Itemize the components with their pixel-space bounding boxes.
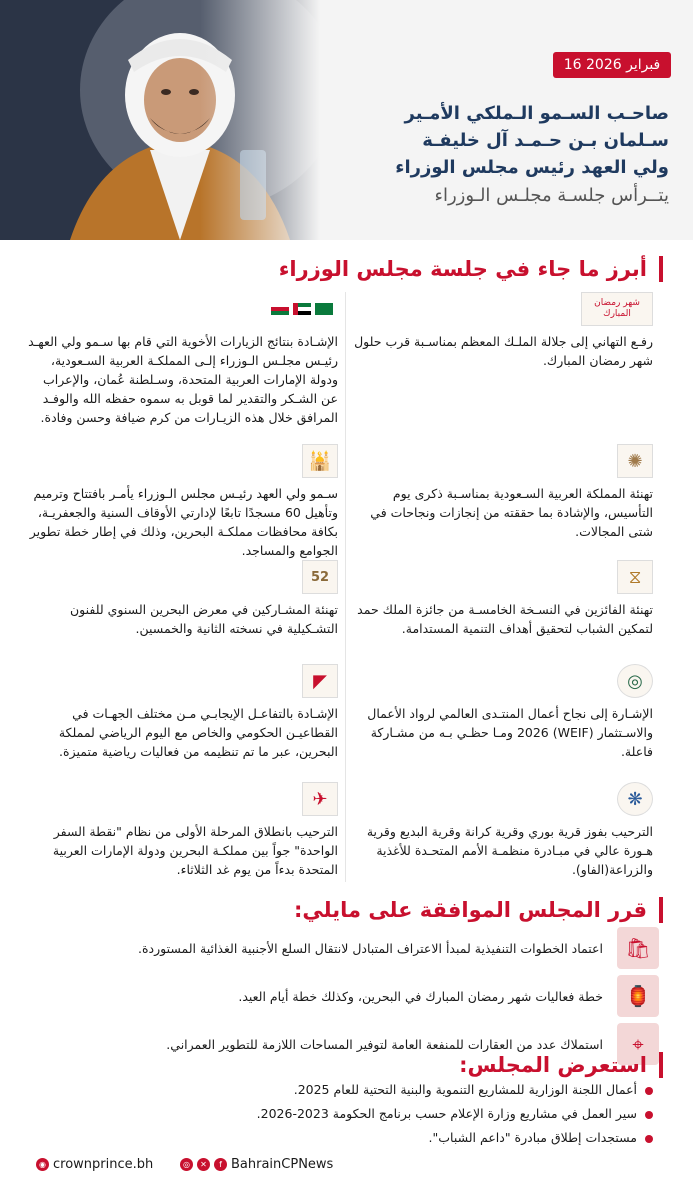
approvals-title: قرر المجلس الموافقة على مايلي:: [294, 897, 663, 923]
bullet-dot: [645, 1135, 653, 1143]
approval-item: [39, 926, 659, 970]
approval-text: اعتماد الخطوات التنفيذية لمبدأ الاعتراف المتبادل لانتقال السلع الأجنبية الغذائية المستوردة.: [138, 940, 603, 956]
highlight-item: [28, 444, 338, 560]
review-item: [53, 1080, 653, 1100]
facebook-icon: f: [214, 1158, 227, 1171]
highlight-text: الإشـادة بنتائج الزيارات الأخوية التي قام بها سـمو ولي العهـد رئيـس مجلـس الـوزراء إلـى المملكـة العربية السـعودية، ودولة الإمارات العربية المتحدة، وسـلطنة عُمان، والإعراب عن الشـكر والتقدير لما قوبل به سموه حفظه الله والوفـد المرافق خلال هذه الزيـارات من كرم ضيافة وحسن وفادة.: [28, 334, 338, 425]
footer: [0, 1152, 693, 1200]
headline: [289, 100, 669, 211]
website-link[interactable]: [36, 1157, 153, 1172]
highlight-item: [28, 560, 338, 638]
oman-flag-icon: [271, 303, 289, 315]
mosque-icon: 🕌: [302, 444, 338, 478]
review-item: [53, 1128, 653, 1148]
founding-day-logo: ✺: [617, 444, 653, 478]
headline-line-2: سـلمان بـن حـمـد آل خليفـة: [422, 130, 669, 151]
highlight-item: [28, 664, 338, 761]
social-handle-link[interactable]: [180, 1157, 333, 1172]
sports-day-logo: ◤: [302, 664, 338, 698]
highlight-text: سـمو ولي العهد رئيـس مجلس الـوزراء يأمـر بافتتاح وترميم وتأهيل 60 مسجدًا تابعًا لإدارتي الأوقاف السنية والجعفريـة، بكافة محافظات مملكـة البحرين، وذلك في إطار خطة تطوير الجوامع والمساجد.: [29, 486, 338, 558]
highlight-text: تهنئة المملكة العربية السـعودية بمناسـبة ذكرى يوم التأسيس، والإشادة بما حققته من إنجازات ونجاحات في شتى المجالات.: [370, 486, 653, 539]
uae-flag-icon: [293, 303, 311, 315]
highlight-item: [353, 292, 653, 370]
headline-subtitle: يتــرأس جلسـة مجلـس الـوزراء: [434, 185, 669, 206]
review-title: استعرض المجلس:: [459, 1052, 663, 1078]
lantern-icon: 🏮: [617, 975, 659, 1017]
highlight-item: [28, 782, 338, 879]
review-text: أعمال اللجنة الوزارية للمشاريع التنموية والبنية التحتية للعام 2025.: [293, 1082, 637, 1097]
highlight-item: [353, 782, 653, 879]
highlight-text: الإشـادة بالتفاعـل الإيجابـي مـن مختلف الجهـات في القطاعيـن الحكومي والخاص مع اليوم الرياضي لمملكة البحرين، عبر ما تم تنظيمه من فعاليات رياضية متميزة.: [58, 706, 338, 759]
portrait-photo: [0, 0, 320, 240]
review-text: سير العمل في مشاريع وزارة الإعلام حسب برنامج الحكومة 2023-2026.: [256, 1106, 637, 1121]
grocery-bag-icon: 🛍: [617, 927, 659, 969]
x-icon: ✕: [197, 1158, 210, 1171]
website-text: crownprince.bh: [53, 1157, 154, 1172]
headline-line-3: ولي العهد رئيس مجلس الوزراء: [395, 157, 669, 178]
highlight-text: تهنئة المشـاركين في معرض البحرين السنوي للفنون التشـكيلية في نسخته الثانية والخمسين.: [70, 602, 338, 636]
highlight-item: [353, 560, 653, 638]
flags-icons: [266, 292, 338, 326]
highlight-item: [28, 292, 338, 427]
weif-logo: ◎: [617, 664, 653, 698]
approval-item: [39, 974, 659, 1018]
handle-text: BahrainCPNews: [231, 1157, 334, 1172]
highlight-item: [353, 444, 653, 541]
bullet-dot: [645, 1087, 653, 1095]
headline-line-1: صاحـب السـمو الـملكي الأمـير: [404, 103, 669, 124]
approval-text: خطة فعاليات شهر رمضان المبارك في البحرين، وكذلك خطة أيام العيد.: [238, 988, 603, 1004]
date-badge: 16 فبراير 2026: [553, 52, 671, 78]
bullet-dot: [645, 1111, 653, 1119]
saudi-flag-icon: [315, 303, 333, 315]
fao-logo: ❋: [617, 782, 653, 816]
highlight-text: رفـع التهاني إلى جلالة الملـك المعظم بمناسـبة قرب حلول شهر رمضان المبارك.: [354, 334, 653, 368]
instagram-icon: ◎: [180, 1158, 193, 1171]
highlights-title: أبرز ما جاء في جلسة مجلس الوزراء: [279, 256, 663, 282]
review-item: [53, 1104, 653, 1124]
review-text: مستجدات إطلاق مبادرة "داعم الشباب".: [428, 1130, 637, 1145]
globe-icon: ◉: [36, 1158, 49, 1171]
exhibition-logo: 52: [302, 560, 338, 594]
one-stop-icon: ✈: [302, 782, 338, 816]
highlights-grid: [0, 292, 693, 892]
award-logo: ⧖: [617, 560, 653, 594]
approval-text: استملاك عدد من العقارات للمنفعة العامة لتوفير المساحات اللازمة للتطوير العمراني.: [166, 1036, 603, 1052]
highlight-item: [353, 664, 653, 761]
highlight-text: الترحيب بفوز قرية بوري وقرية كرانة وقرية البديع وقرية هـورة عالي في مبـادرة منظمـة الأمم المتحـدة للأغذية والزراعة(الفاو).: [366, 824, 653, 877]
map-pin-icon: ⌖: [617, 1023, 659, 1065]
highlight-text: الإشـارة إلى نجاح أعمال المنتـدى العالمي لرواد الأعمال والاسـتثمار (WEIF) 2026 ومـا حظـي بـه من مشـاركة فاعلة.: [367, 706, 653, 759]
ramadan-logo: شهر رمضان المبارك: [581, 292, 653, 326]
highlight-text: تهنئة الفائزين في النسـخة الخامسـة من جائزة الملك حمد لتمكين الشباب لتحقيق أهداف التنمية المستدامة.: [357, 602, 653, 636]
header-banner: [0, 0, 693, 240]
highlight-text: الترحيب بانطلاق المرحلة الأولى من نظام "نقطة السفر الواحدة" جواً بين مملكـة البحرين ودولة الإمارات العربية المتحدة بدءاً من يوم غد الثلاثاء.: [52, 824, 338, 877]
